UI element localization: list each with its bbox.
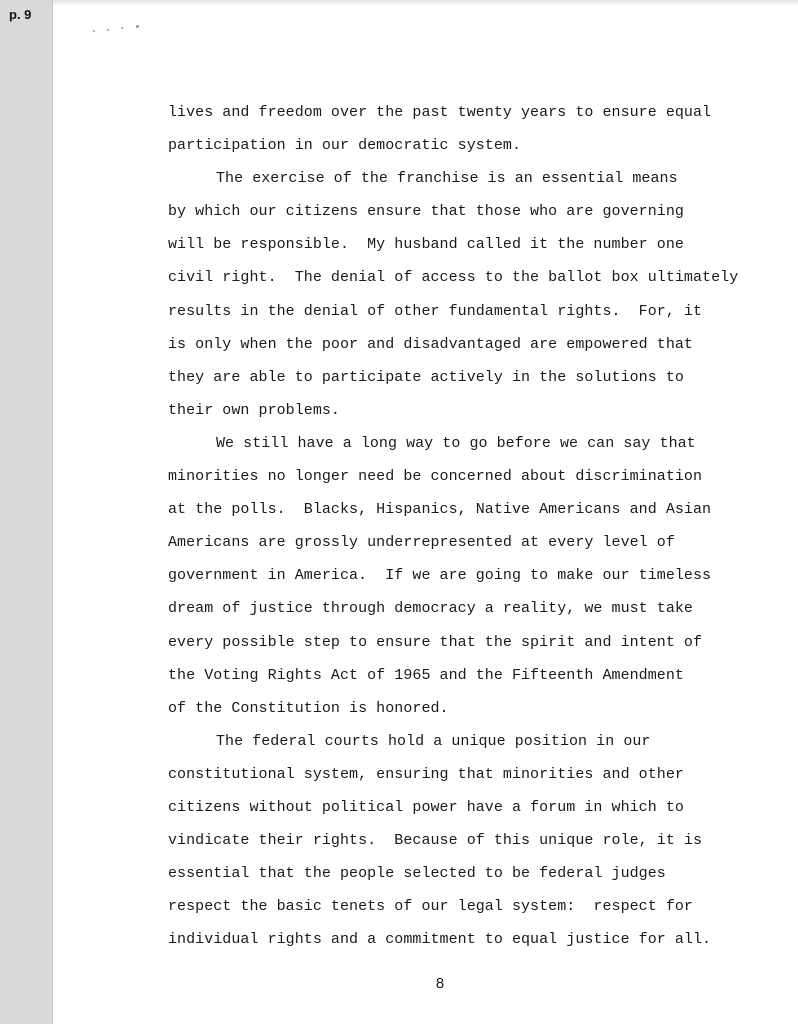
text-line: individual rights and a commitment to equal justice for all. [168,931,712,949]
text-line: of the Constitution is honored. [168,699,449,717]
text-line: vindicate their rights. Because of this unique role, it is [168,832,703,850]
text-line: civil right. The denial of access to the ballot box ultimately [168,269,739,287]
page-top-edge [53,0,798,6]
text-line: their own problems. [168,401,340,419]
text-line: citizens without political power have a forum in which to [168,798,684,816]
text-line: by which our citizens ensure that those who are governing [168,203,684,221]
text-line: will be responsible. My husband called it the number one [168,236,684,254]
text-line: constitutional system, ensuring that minorities and other [168,765,684,783]
text-line: is only when the poor and disadvantaged are empowered that [168,335,693,353]
text-line: lives and freedom over the past twenty years to ensure equal [168,104,712,121]
text-line: minorities no longer need be concerned about discrimination [168,468,703,486]
text-line: results in the denial of other fundamental rights. For, it [168,302,703,320]
viewer-sidebar [0,0,53,1024]
paragraph-start-line: The exercise of the franchise is an essential means [216,170,678,188]
text-line: participation in our democratic system. [168,137,522,155]
body-text [168,96,768,956]
text-line: Americans are grossly underrepresented at every level of [168,534,675,552]
paragraph-start-line: The federal courts hold a unique position in our [216,732,651,750]
text-line: essential that the people selected to be federal judges [168,865,666,883]
page-label: p. 9 [9,7,32,22]
text-line: every possible step to ensure that the spirit and intent of [168,633,703,651]
text-line: the Voting Rights Act of 1965 and the Fifteenth Amendment [168,666,684,684]
scan-specks [93,22,153,36]
text-line: respect the basic tenets of our legal system: respect for [168,898,693,916]
text-line: dream of justice through democracy a reality, we must take [168,600,693,618]
page-number: 8 [435,976,445,993]
text-line: government in America. If we are going to make our timeless [168,567,712,585]
text-line: at the polls. Blacks, Hispanics, Native Americans and Asian [168,501,712,519]
text-line: they are able to participate actively in the solutions to [168,368,684,386]
paragraph-start-line: We still have a long way to go before we can say that [216,434,696,452]
